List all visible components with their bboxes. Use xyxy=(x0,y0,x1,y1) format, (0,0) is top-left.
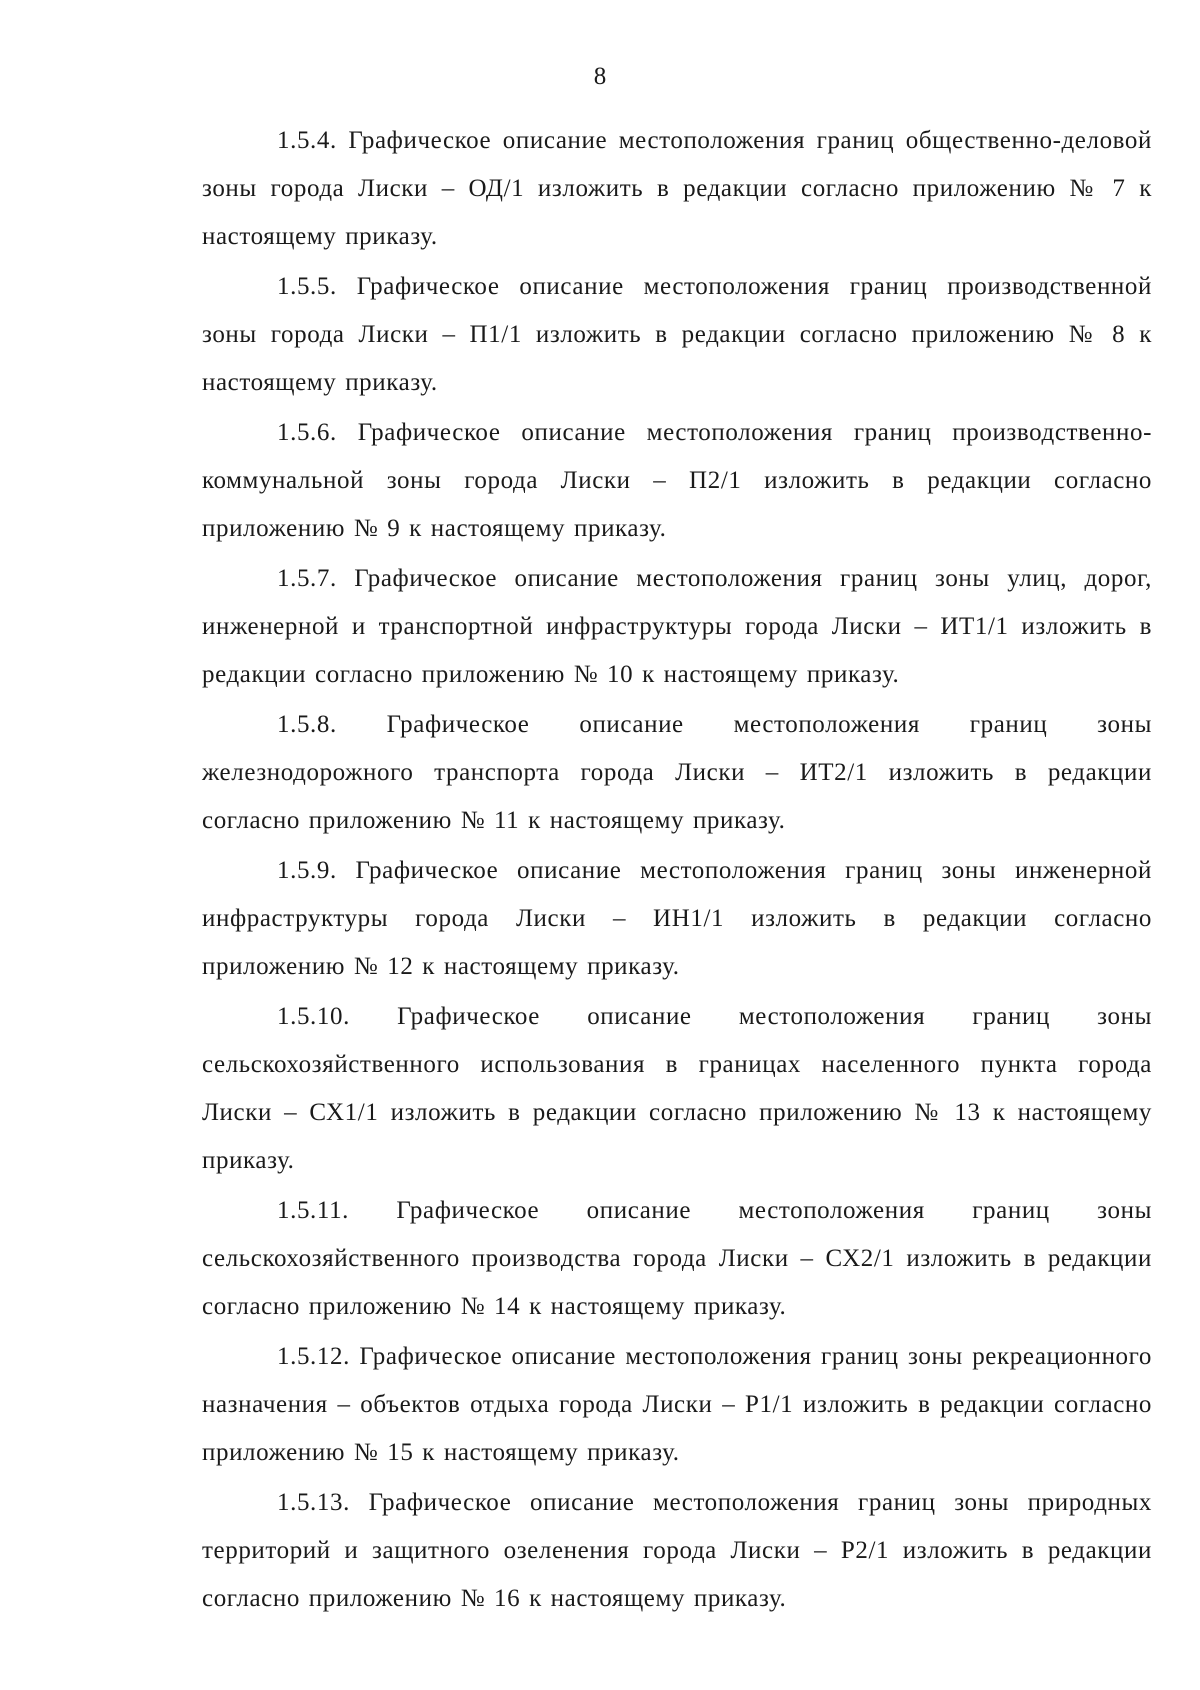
paragraph-1-5-11: 1.5.11. Графическое описание местоположения границ зоны сельскохозяйственного производства города Лиски – СХ2/1 изложить в редакции согласно приложению № 14 к настоящему приказу. xyxy=(202,1197,1152,1320)
paragraph-1-5-8: 1.5.8. Графическое описание местоположения границ зоны железнодорожного транспорта города Лиски – ИТ2/1 изложить в редакции согласно приложению № 11 к настоящему приказу. xyxy=(202,711,1152,834)
paragraph-1-5-13: 1.5.13. Графическое описание местоположения границ зоны природных территорий и защитного озеленения города Лиски – Р2/1 изложить в редакции согласно приложению № 16 к настоящему приказу. xyxy=(202,1489,1152,1612)
paragraph-1-5-9: 1.5.9. Графическое описание местоположения границ зоны инженерной инфраструктуры города Лиски – ИН1/1 изложить в редакции согласно приложению № 12 к настоящему приказу. xyxy=(202,857,1152,980)
page-number: 8 xyxy=(593,63,607,90)
paragraph-1-5-4: 1.5.4. Графическое описание местоположения границ общественно-деловой зоны города Лиски – ОД/1 изложить в редакции согласно приложению № 7 к настоящему приказу. xyxy=(202,127,1152,250)
paragraph-1-5-12: 1.5.12. Графическое описание местоположения границ зоны рекреационного назначения – объектов отдыха города Лиски – Р1/1 изложить в редакции согласно приложению № 15 к настоящему приказу. xyxy=(202,1343,1152,1466)
paragraph-1-5-10: 1.5.10. Графическое описание местоположения границ зоны сельскохозяйственного использования в границах населенного пункта города Лиски – СХ1/1 изложить в редакции согласно приложению № 13 к настоящему приказу. xyxy=(202,1003,1152,1174)
paragraph-1-5-6: 1.5.6. Графическое описание местоположения границ производственно-коммунальной зоны города Лиски – П2/1 изложить в редакции согласно приложению № 9 к настоящему приказу. xyxy=(202,419,1152,542)
paragraph-1-5-7: 1.5.7. Графическое описание местоположения границ зоны улиц, дорог, инженерной и транспортной инфраструктуры города Лиски – ИТ1/1 изложить в редакции согласно приложению № 10 к настоящему приказу. xyxy=(202,565,1152,688)
paragraph-1-5-5: 1.5.5. Графическое описание местоположения границ производственной зоны города Лиски – П1/1 изложить в редакции согласно приложению № 8 к настоящему приказу. xyxy=(202,273,1152,396)
document-body xyxy=(202,117,1152,1625)
